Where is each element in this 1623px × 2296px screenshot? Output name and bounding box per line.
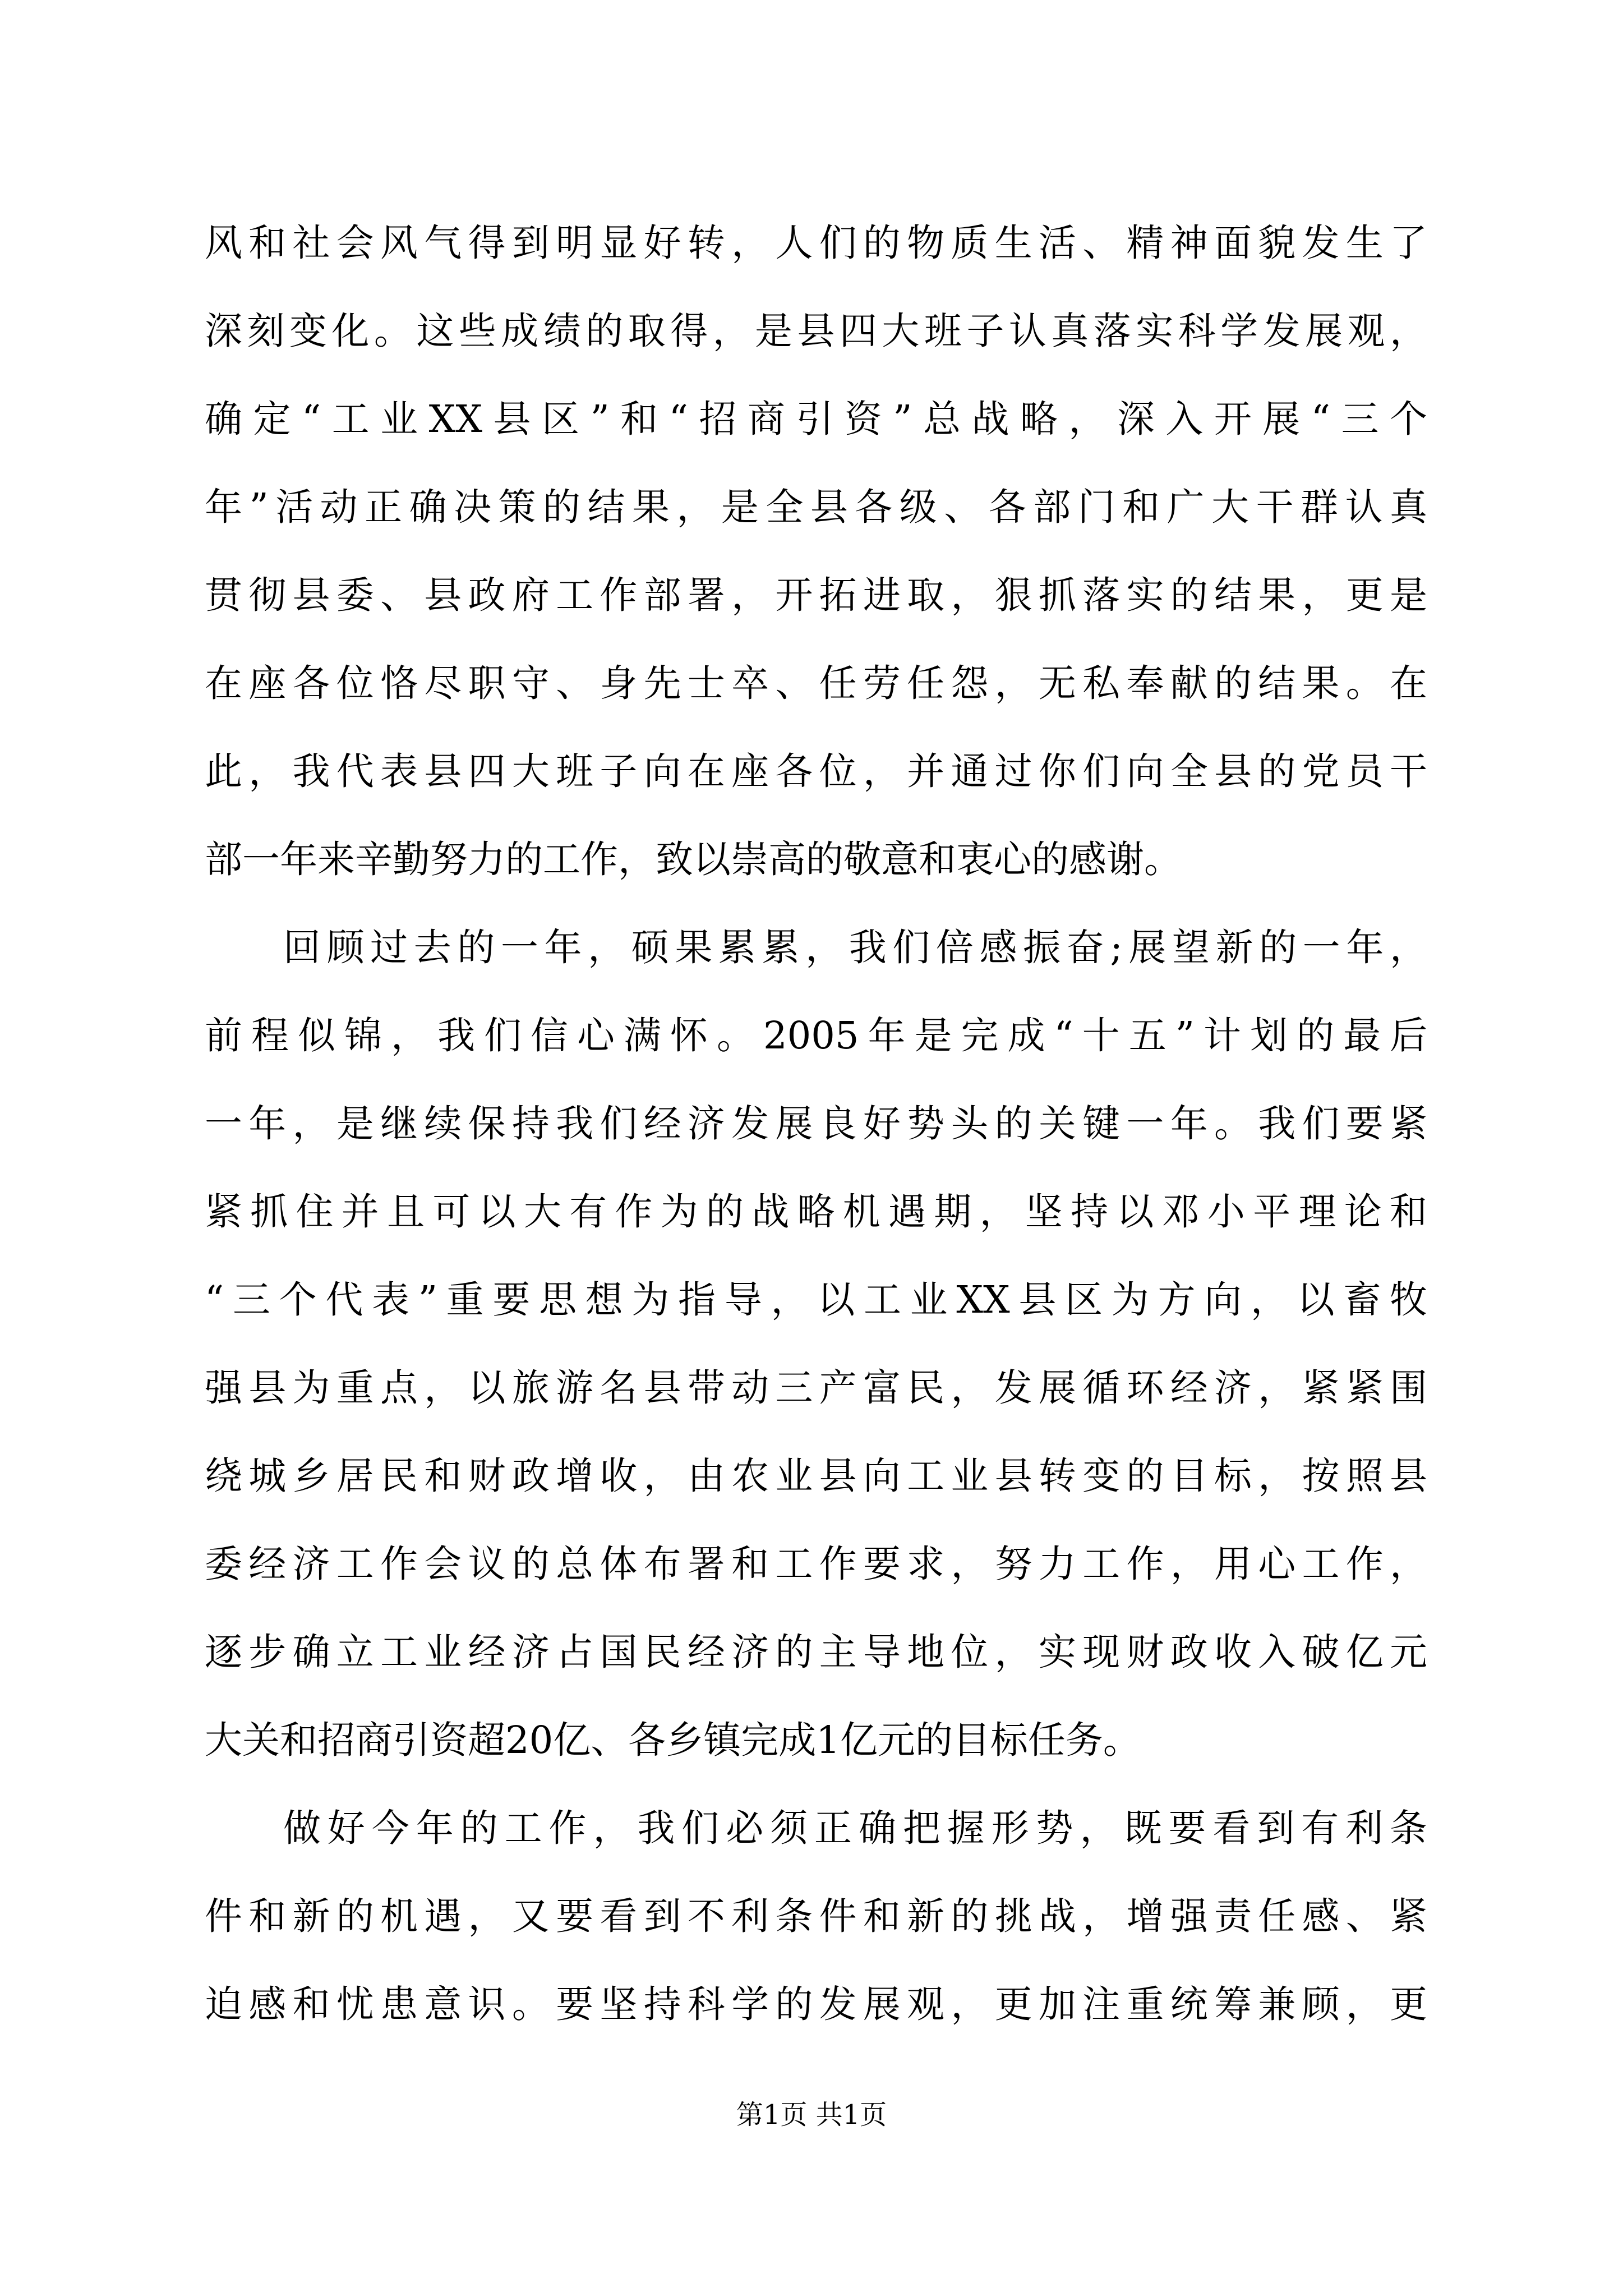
text-line: “三个代表”重要思想为指导，以工业XX县区为方向，以畜牧: [205, 1278, 1427, 1322]
text-line: 深刻变化。这些成绩的取得，是县四大班子认真落实科学发展观，: [205, 309, 1427, 353]
text-line: 此，我代表县四大班子向在座各位，并通过你们向全县的党员干: [205, 749, 1427, 793]
text-line: 年”活动正确决策的结果，是全县各级、各部门和广大干群认真: [205, 485, 1427, 529]
page-footer: 第1页 共1页: [736, 2099, 887, 2131]
text-line: 贯彻县委、县政府工作部署，开拓进取，狠抓落实的结果，更是: [205, 573, 1427, 617]
text-line: 委经济工作会议的总体布署和工作要求，努力工作，用心工作，: [205, 1542, 1427, 1586]
text-line: 做好今年的工作，我们必须正确把握形势，既要看到有利条: [283, 1806, 1427, 1850]
text-line: 件和新的机遇，又要看到不利条件和新的挑战，增强责任感、紧: [205, 1894, 1427, 1938]
text-line: 绕城乡居民和财政增收，由农业县向工业县转变的目标，按照县: [205, 1454, 1427, 1498]
text-line: 强县为重点，以旅游名县带动三产富民，发展循环经济，紧紧围: [205, 1366, 1427, 1410]
text-line: 在座各位恪尽职守、身先士卒、任劳任怨，无私奉献的结果。在: [205, 661, 1427, 705]
text-line: 迫感和忧患意识。要坚持科学的发展观，更加注重统筹兼顾，更: [205, 1982, 1427, 2026]
text-line: 确定“工业XX县区”和“招商引资”总战略，深入开展“三个: [205, 397, 1427, 441]
text-line: 紧抓住并且可以大有作为的战略机遇期，坚持以邓小平理论和: [205, 1190, 1427, 1234]
text-line: 大关和招商引资超20亿、各乡镇完成1亿元的目标任务。: [205, 1718, 1141, 1762]
text-line: 逐步确立工业经济占国民经济的主导地位，实现财政收入破亿元: [205, 1630, 1427, 1674]
text-line: 部一年来辛勤努力的工作，致以崇高的敬意和衷心的感谢。: [205, 838, 1182, 881]
text-line: 回顾过去的一年，硕果累累，我们倍感振奋;展望新的一年，: [283, 926, 1427, 969]
text-line: 一年，是继续保持我们经济发展良好势头的关键一年。我们要紧: [205, 1102, 1427, 1145]
text-line: 风和社会风气得到明显好转，人们的物质生活、精神面貌发生了: [205, 221, 1427, 265]
text-line: 前程似锦，我们信心满怀。2005年是完成“十五”计划的最后: [205, 1014, 1427, 1057]
